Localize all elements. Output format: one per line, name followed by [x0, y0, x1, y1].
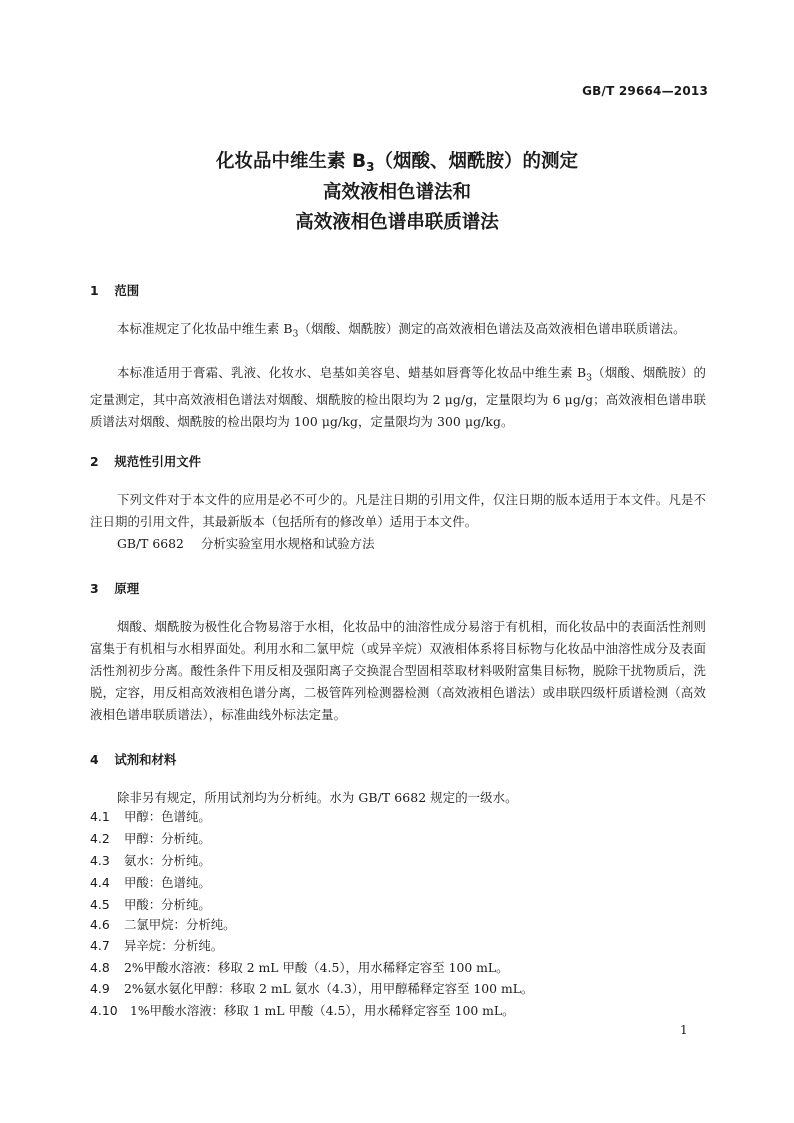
- section-4-title: 试剂和材料: [114, 752, 177, 767]
- reagent-item: [90, 806, 211, 828]
- page-number: 1: [680, 1023, 688, 1037]
- reagent-item: [90, 957, 509, 979]
- title-line-1-sub: 3: [366, 160, 375, 174]
- section-1-paragraph-1: [90, 318, 706, 345]
- reagent-item: [90, 828, 211, 850]
- reagent-number: 4.4: [90, 875, 110, 890]
- section-4-heading: [90, 750, 176, 768]
- reagent-text: 甲醇：色谱纯。: [124, 809, 211, 824]
- s1-p1-post: （烟酸、烟酰胺）测定的高效液相色谱法及高效液相色谱串联质谱法。: [298, 321, 686, 336]
- reagent-item: [90, 850, 211, 872]
- reagent-item: [90, 914, 236, 936]
- reagent-number: 4.7: [90, 938, 110, 953]
- section-1-paragraph-2: [90, 362, 706, 433]
- reagent-number: 4.6: [90, 917, 110, 932]
- reagent-text: 异辛烷：分析纯。: [124, 938, 224, 953]
- title-line-3: 高效液相色谱串联质谱法: [295, 212, 499, 233]
- section-3-title: 原理: [114, 581, 140, 596]
- reagent-text: 2%氨水氨化甲醇：移取 2 mL 氨水（4.3），用甲醇稀释定容至 100 mL。: [124, 981, 534, 996]
- reagent-text: 2%甲酸水溶液：移取 2 mL 甲酸（4.5），用水稀释定容至 100 mL。: [124, 960, 509, 975]
- reference-title: 分析实验室用水规格和试验方法: [201, 536, 375, 551]
- s1-p2-pre: 本标准适用于膏霜、乳液、化妆水、皂基如美容皂、蜡基如唇膏等化妆品中维生素 B: [117, 365, 587, 380]
- reagent-number: 4.9: [90, 981, 110, 996]
- section-1-title: 范围: [114, 283, 140, 298]
- section-1-number: 1: [90, 283, 99, 298]
- s1-p2-post: （烟酸、烟酰胺）的定量测定，其中高效液相色谱法对烟酸、烟酰胺的检出限均为 2 μg/g，定量限均为 6 μg/g；高效液相色谱串联质谱法对烟酸、烟酰胺的检出限均为 100 μg/kg，定量限均为 300 μg/kg。: [90, 365, 706, 430]
- reference-code: GB/T 6682: [117, 536, 184, 551]
- section-1-heading: [90, 281, 139, 299]
- section-3-number: 3: [90, 581, 99, 596]
- reagent-item: [90, 1000, 515, 1022]
- reagent-number: 4.5: [90, 897, 110, 912]
- standard-number: GB/T 29664—2013: [582, 84, 708, 98]
- s1-p1-pre: 本标准规定了化妆品中维生素 B: [117, 321, 293, 336]
- section-4-number: 4: [90, 752, 99, 767]
- section-2-heading: [90, 452, 201, 470]
- section-3-paragraph-1: 烟酸、烟酰胺为极性化合物易溶于水相，化妆品中的油溶性成分易溶于有机相，而化妆品中的表面活性剂则富集于有机相与水相界面处。利用水和二氯甲烷（或异辛烷）双液相体系将目标物与化妆品中油溶性成分及表面活性剂初步分离。酸性条件下用反相及强阳离子交换混合型固相萃取材料吸附富集目标物，脱除干扰物质后，洗脱，定容，用反相高效液相色谱分离，二极管阵列检测器检测（高效液相色谱法）或串联四级杆质谱检测（高效液相色谱串联质谱法），标准曲线外标法定量。: [90, 619, 706, 722]
- reagent-text: 甲醇：分析纯。: [124, 831, 211, 846]
- section-4-paragraph-1: 除非另有规定，所用试剂均为分析纯。水为 GB/T 6682 规定的一级水。: [117, 790, 518, 805]
- title-line-1-post: （烟酸、烟酰胺）的测定: [374, 151, 578, 172]
- section-2-title: 规范性引用文件: [114, 454, 202, 469]
- title-line-1-pre: 化妆品中维生素 B: [216, 151, 367, 172]
- reagent-text: 二氯甲烷：分析纯。: [124, 917, 236, 932]
- section-3-heading: [90, 579, 139, 597]
- reagent-item: [90, 894, 211, 916]
- document-title: [0, 147, 794, 238]
- s1-p2-sub: 3: [586, 373, 593, 384]
- reagent-number: 4.3: [90, 853, 110, 868]
- s1-p1-sub: 3: [292, 329, 299, 340]
- normative-reference: [117, 533, 374, 555]
- section-2-paragraph-1: 下列文件对于本文件的应用是必不可少的。凡是注日期的引用文件，仅注日期的版本适用于本文件。凡是不注日期的引用文件，其最新版本（包括所有的修改单）适用于本文件。: [90, 492, 706, 529]
- reagent-text: 甲酸：分析纯。: [124, 897, 211, 912]
- reagent-text: 1%甲酸水溶液：移取 1 mL 甲酸（4.5），用水稀释定容至 100 mL。: [130, 1003, 515, 1018]
- reagent-number: 4.2: [90, 831, 110, 846]
- reagent-item: [90, 935, 223, 957]
- section-2-number: 2: [90, 454, 99, 469]
- reagent-text: 氨水：分析纯。: [124, 853, 211, 868]
- title-line-1: [0, 147, 794, 178]
- reagent-number: 4.8: [90, 960, 110, 975]
- reagent-text: 甲酸：色谱纯。: [124, 875, 211, 890]
- reagent-item: [90, 872, 211, 894]
- title-line-2: 高效液相色谱法和: [322, 182, 471, 203]
- reagent-number: 4.1: [90, 809, 110, 824]
- reagent-number: 4.10: [90, 1003, 118, 1018]
- reagent-item: [90, 978, 533, 1000]
